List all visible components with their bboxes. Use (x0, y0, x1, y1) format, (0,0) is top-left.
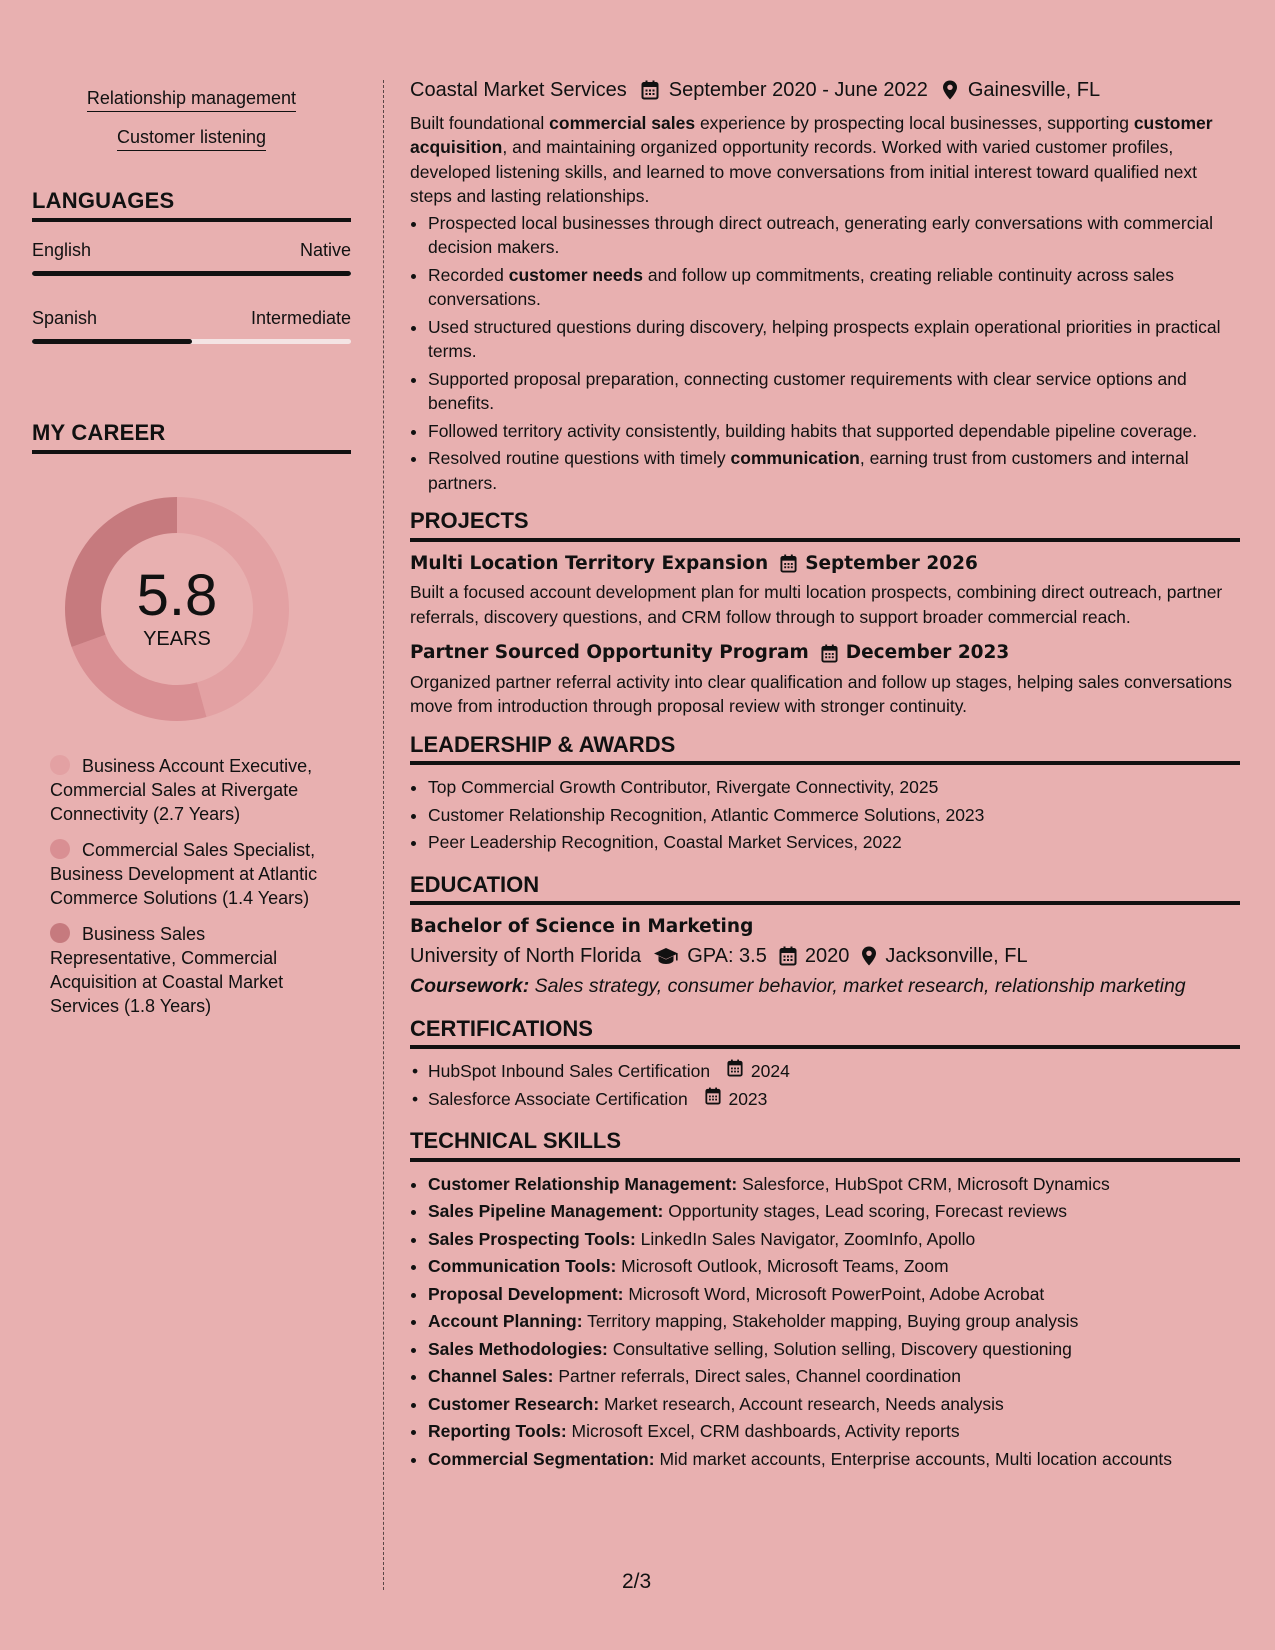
languages-heading: LANGUAGES (32, 188, 351, 222)
coursework-label: Coursework: (410, 975, 530, 997)
certifications-list (410, 1059, 1240, 1111)
job-bullet: • Followed territory activity consistently, building habits that supported dependable pipeline coverage. (428, 419, 1240, 444)
skill-category: Sales Pipeline Management: (428, 1201, 664, 1221)
projects-heading: PROJECTS (410, 509, 1240, 542)
technical-skills-heading: TECHNICAL SKILLS (410, 1129, 1240, 1162)
technical-skill-item (428, 1227, 1240, 1252)
award-item: • Top Commercial Growth Contributor, Rivergate Connectivity, 2025 (428, 775, 1240, 800)
skill-values: Territory mapping, Stakeholder mapping, Buying group analysis (582, 1311, 1079, 1331)
right-column (410, 78, 1240, 1474)
awards-heading: LEADERSHIP & AWARDS (410, 733, 1240, 766)
technical-skill-item (428, 1282, 1240, 1307)
skill-values: Opportunity stages, Lead scoring, Forecast reviews (663, 1201, 1068, 1221)
job-bullet: • Used structured questions during discovery, helping prospects explain operational priorities in practical terms. (428, 315, 1240, 364)
technical-skill-item (428, 1254, 1240, 1279)
page-number: 2/3 (622, 1570, 652, 1593)
skill-category: Reporting Tools: (428, 1421, 567, 1441)
education-details (410, 944, 1240, 969)
education-heading: EDUCATION (410, 873, 1240, 906)
awards-list (410, 775, 1240, 855)
graduation-cap-icon (653, 947, 679, 965)
skill-values: Salesforce, HubSpot CRM, Microsoft Dynamics (737, 1173, 1110, 1194)
job-bullets (410, 211, 1240, 496)
career-total-unit: YEARS (143, 628, 211, 650)
education-location: Jacksonville, FL (885, 944, 1028, 967)
coursework-text: Sales strategy, consumer behavior, market research, relationship marketing (529, 975, 1186, 997)
skill-values: Microsoft Word, Microsoft PowerPoint, Adobe Acrobat (623, 1283, 1045, 1304)
language-proficiency-fill (32, 339, 192, 344)
skill-category: Proposal Development: (428, 1283, 624, 1304)
skill-values: Mid market accounts, Enterprise accounts, Multi location accounts (654, 1448, 1173, 1469)
job-summary: Built foundational commercial sales experience by prospecting local businesses, supporting customer acquisition, and maintaining organized opportunity records. Worked with varied customer profiles, developed listening skills, and learned to move conversations from initial interest toward qualified next steps and lasting relationships. (410, 112, 1213, 206)
skill-values: Microsoft Outlook, Microsoft Teams, Zoom (616, 1256, 949, 1276)
language-proficiency-bar (32, 339, 351, 344)
skill-category: Account Planning: (428, 1311, 583, 1331)
education-year: 2020 (804, 944, 850, 967)
legend-dot (50, 755, 70, 775)
career-legend-item: Commercial Sales Specialist, Business Development at Atlantic Commerce Solutions (1.4 Years) (50, 840, 318, 908)
skill-item: Customer listening (32, 127, 351, 148)
skill-category: Sales Prospecting Tools: (428, 1228, 636, 1249)
calendar-icon (727, 1059, 743, 1077)
technical-skill-item (428, 1199, 1240, 1224)
skill-category: Sales Methodologies: (428, 1338, 608, 1359)
education-gpa: GPA: 3.5 (687, 944, 767, 967)
technical-skill-item (428, 1419, 1240, 1444)
technical-skill-item (428, 1309, 1240, 1334)
calendar-icon (821, 644, 838, 663)
career-total-value: 5.8 (136, 563, 218, 628)
project-date: December 2023 (845, 642, 1010, 663)
project-item (410, 641, 1240, 719)
skill-values: Consultative selling, Solution selling, Discovery questioning (607, 1338, 1072, 1359)
project-description: Built a focused account development plan for multi location prospects, combining direct outreach, partner referrals, discovery questions, and CRM follow through to support broader commercial reach. (410, 582, 1223, 627)
skill-values: Partner referrals, Direct sales, Channel coordination (553, 1366, 962, 1386)
certification-item (428, 1087, 1240, 1112)
project-title: Partner Sourced Opportunity Program (410, 642, 809, 663)
skill-category: Communication Tools: (428, 1256, 617, 1276)
language-name: English (32, 240, 92, 260)
project-description: Organized partner referral activity into clear qualification and follow up stages, helping sales conversations move from introduction through proposal review with stronger continuity. (410, 671, 1232, 716)
language-level: Native (299, 240, 351, 260)
education-school: University of North Florida (410, 944, 642, 967)
job-company: Coastal Market Services (410, 79, 627, 101)
column-divider (383, 80, 384, 1590)
job-location: Gainesville, FL (967, 79, 1101, 101)
technical-skill-item (428, 1337, 1240, 1362)
technical-skill-item (428, 1392, 1240, 1417)
language-name: Spanish (32, 308, 98, 328)
legend-dot (50, 923, 70, 943)
language-spanish (32, 308, 351, 344)
language-proficiency-bar (32, 271, 351, 276)
skill-values: LinkedIn Sales Navigator, ZoomInfo, Apollo (635, 1228, 976, 1249)
location-pin-icon (861, 946, 877, 966)
career-donut-chart (62, 494, 292, 724)
skill-category: Commercial Segmentation: (428, 1448, 655, 1469)
technical-skill-item (428, 1364, 1240, 1389)
calendar-icon (780, 554, 797, 573)
project-title: Multi Location Territory Expansion (410, 552, 769, 574)
project-item (410, 552, 1240, 630)
career-legend-item: Business Sales Representative, Commercial Acquisition at Coastal Market Services (1.8 Years) (50, 924, 284, 1016)
technical-skills-list (410, 1172, 1240, 1472)
certification-item (428, 1059, 1240, 1084)
legend-dot (50, 839, 70, 859)
education-coursework (410, 974, 1240, 999)
language-english (32, 240, 351, 276)
certifications-heading: CERTIFICATIONS (410, 1017, 1240, 1050)
calendar-icon (705, 1087, 721, 1105)
calendar-icon (779, 946, 797, 966)
technical-skill-item (428, 1447, 1240, 1472)
language-level: Intermediate (250, 308, 351, 328)
certification-name: HubSpot Inbound Sales Certification (428, 1061, 711, 1081)
location-pin-icon (942, 80, 958, 100)
project-date: September 2026 (805, 552, 978, 574)
award-item: • Peer Leadership Recognition, Coastal Market Services, 2022 (428, 830, 1240, 855)
career-heading: MY CAREER (32, 420, 351, 454)
certification-year: 2024 (750, 1061, 790, 1081)
job-header (410, 78, 1240, 103)
job-bullet: • Recorded customer needs and follow up commitments, creating reliable continuity across sales conversations. (428, 263, 1240, 312)
calendar-icon (641, 80, 659, 100)
job-bullet: • Supported proposal preparation, connecting customer requirements with clear service options and benefits. (428, 367, 1240, 416)
award-item: • Customer Relationship Recognition, Atlantic Commerce Solutions, 2023 (428, 803, 1240, 828)
skill-item: Relationship management (32, 88, 351, 109)
language-proficiency-fill (32, 271, 351, 276)
career-legend (50, 754, 351, 1018)
skill-category: Customer Research: (428, 1393, 600, 1414)
career-legend-item: Business Account Executive, Commercial Sales at Rivergate Connectivity (2.7 Years) (50, 756, 313, 824)
job-dates: September 2020 - June 2022 (668, 79, 928, 101)
technical-skill-item (428, 1172, 1240, 1197)
skill-values: Market research, Account research, Needs analysis (599, 1393, 1004, 1414)
job-bullet: • Prospected local businesses through direct outreach, generating early conversations with commercial decision makers. (428, 211, 1240, 260)
skill-values: Microsoft Excel, CRM dashboards, Activity reports (566, 1421, 960, 1441)
education-degree: Bachelor of Science in Marketing (410, 916, 754, 937)
certification-name: Salesforce Associate Certification (428, 1088, 688, 1109)
job-bullet: • Resolved routine questions with timely communication, earning trust from customers and internal partners. (428, 446, 1240, 495)
certification-year: 2023 (728, 1088, 768, 1109)
skill-category: Channel Sales: (428, 1366, 554, 1386)
left-column (32, 80, 351, 1030)
skill-category: Customer Relationship Management: (428, 1173, 738, 1194)
